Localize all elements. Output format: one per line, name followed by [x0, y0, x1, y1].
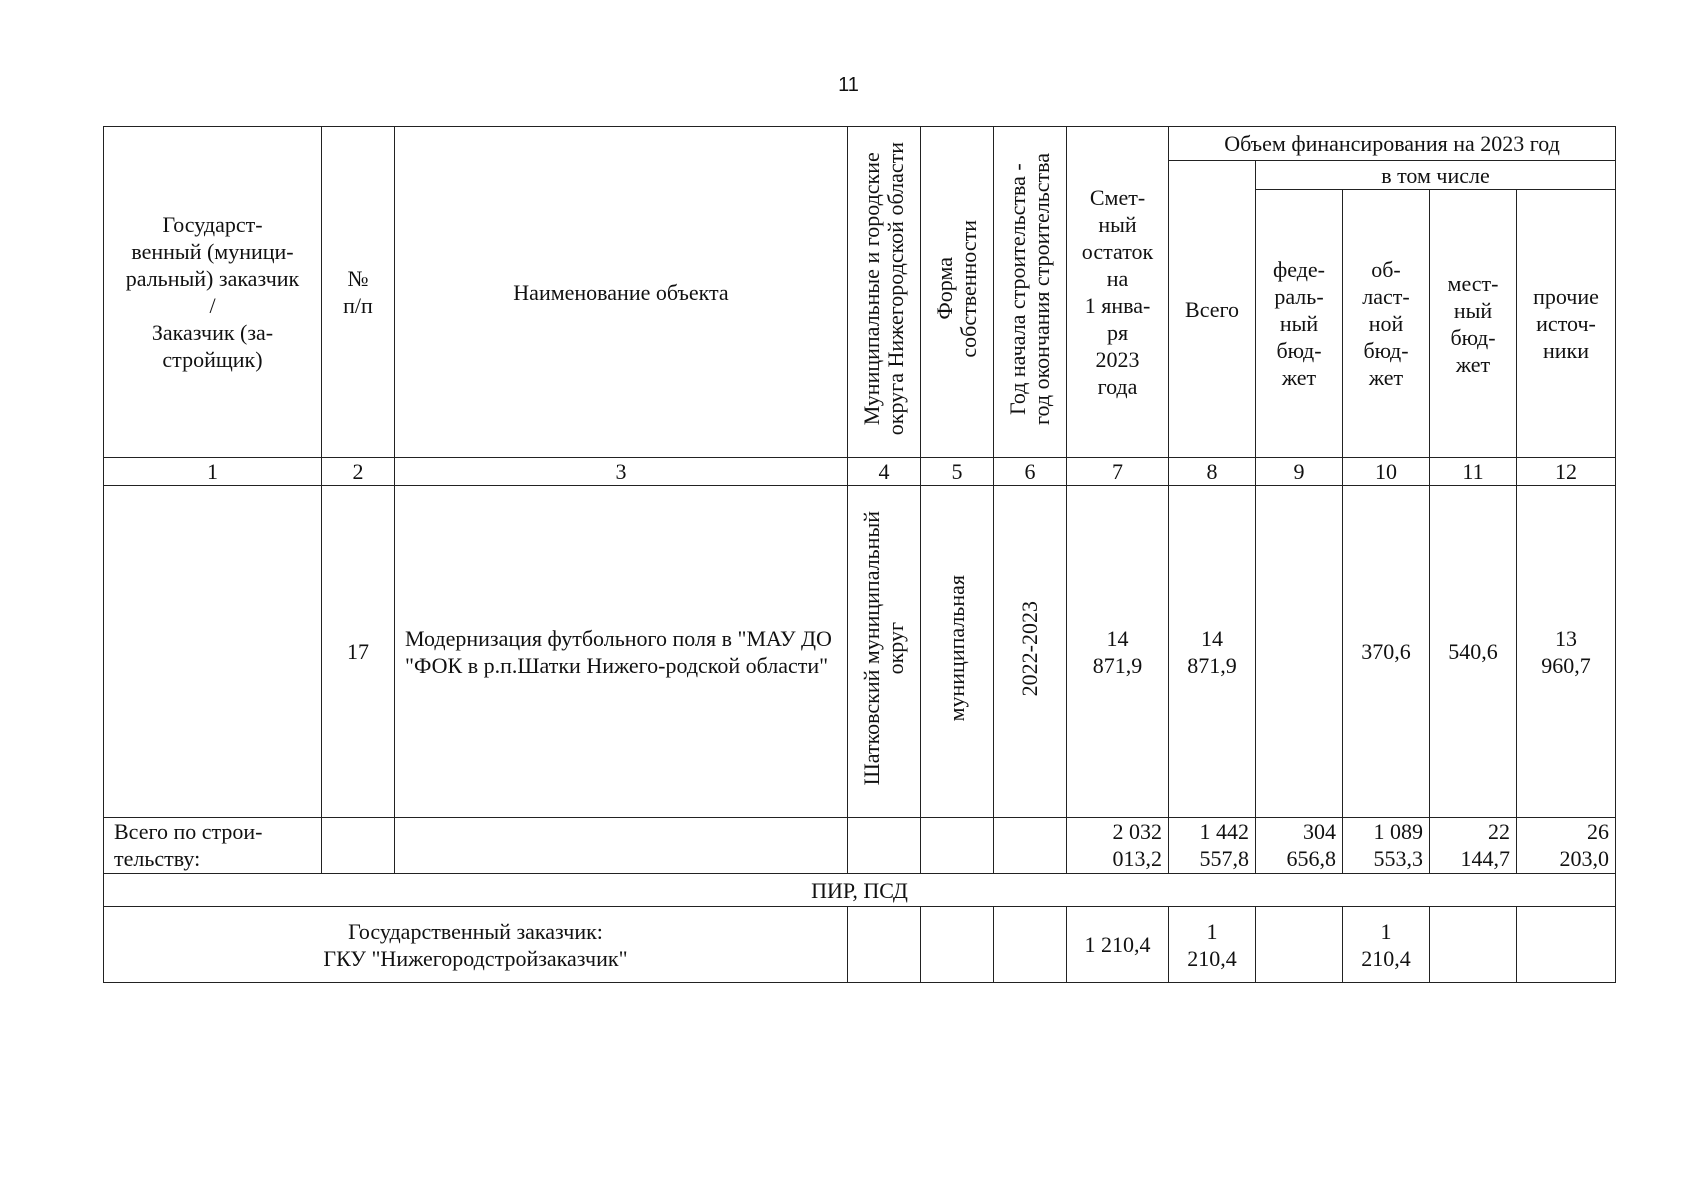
column-number: 8: [1169, 458, 1256, 486]
construction-total-empty: [322, 818, 395, 874]
header-years-text: Год начала строительства - год окончания строительства: [1005, 153, 1054, 425]
header-row-1: [104, 127, 1616, 161]
header-number: № п/п: [322, 127, 395, 458]
row-17-total: 14 871,9: [1169, 486, 1256, 818]
row-17-customer: [104, 486, 322, 818]
page-number: 11: [838, 74, 859, 96]
header-total: Всего: [1169, 161, 1256, 458]
construction-total-local: 22 144,7: [1430, 818, 1517, 874]
section-title: ПИР, ПСД: [104, 874, 1616, 907]
column-number: 12: [1517, 458, 1616, 486]
construction-total-total: 1 442 557,8: [1169, 818, 1256, 874]
state-customer-estimate: 1 210,4: [1067, 907, 1169, 983]
construction-total-estimate: 2 032 013,2: [1067, 818, 1169, 874]
column-number: 10: [1343, 458, 1430, 486]
row-17-federal: [1256, 486, 1343, 818]
construction-total-row: [104, 818, 1616, 874]
row-17-municipality-text: Шатковский муниципальный округ: [859, 511, 908, 786]
state-customer-empty: [1517, 907, 1616, 983]
construction-total-federal: 304 656,8: [1256, 818, 1343, 874]
state-customer-empty: [921, 907, 994, 983]
row-17-years-text: 2022-2023: [1017, 600, 1042, 697]
column-number: 1: [104, 458, 322, 486]
construction-total-empty: [921, 818, 994, 874]
column-number: 2: [322, 458, 395, 486]
column-number: 7: [1067, 458, 1169, 486]
table-row-17: [104, 486, 1616, 818]
section-row: [104, 874, 1616, 907]
header-object-name: Наименование объекта: [395, 127, 848, 458]
row-17-local: 540,6: [1430, 486, 1517, 818]
column-number: 4: [848, 458, 921, 486]
header-regional: об- ласт- ной бюд- жет: [1343, 190, 1430, 458]
header-local: мест- ный бюд- жет: [1430, 190, 1517, 458]
column-number-row: [104, 458, 1616, 486]
header-estimate-remainder: Смет- ный остаток на 1 янва- ря 2023 года: [1067, 127, 1169, 458]
construction-total-other: 26 203,0: [1517, 818, 1616, 874]
row-17-ownership: [921, 486, 994, 818]
state-customer-label: Государственный заказчик: ГКУ "Нижегородстройзаказчик": [104, 907, 848, 983]
column-number: 5: [921, 458, 994, 486]
state-customer-empty: [1430, 907, 1517, 983]
header-municipality-text: Муниципальные и городские округа Нижегородской области: [859, 142, 908, 436]
header-municipality: [848, 127, 921, 458]
header-funding-group: Объем финансирования на 2023 год: [1169, 127, 1616, 161]
header-other: прочие источ- ники: [1517, 190, 1616, 458]
row-17-years: [994, 486, 1067, 818]
header-ownership: [921, 127, 994, 458]
construction-total-empty: [848, 818, 921, 874]
state-customer-row: [104, 907, 1616, 983]
construction-total-empty: [994, 818, 1067, 874]
header-years: [994, 127, 1067, 458]
column-number: 3: [395, 458, 848, 486]
column-number: 9: [1256, 458, 1343, 486]
state-customer-empty: [1256, 907, 1343, 983]
column-number: 11: [1430, 458, 1517, 486]
row-17-estimate-remainder: 14 871,9: [1067, 486, 1169, 818]
row-17-object-name: Модернизация футбольного поля в "МАУ ДО "ФОК в р.п.Шатки Нижего-родской области": [395, 486, 848, 818]
state-customer-regional: 1 210,4: [1343, 907, 1430, 983]
row-17-municipality: [848, 486, 921, 818]
row-17-number: 17: [322, 486, 395, 818]
header-ownership-text: Форма собственности: [932, 220, 981, 358]
column-number: 6: [994, 458, 1067, 486]
header-including: в том числе: [1256, 161, 1616, 190]
header-federal: феде- раль- ный бюд- жет: [1256, 190, 1343, 458]
row-17-other: 13 960,7: [1517, 486, 1616, 818]
state-customer-empty: [848, 907, 921, 983]
header-customer: Государст- венный (муници- pальный) заказчик / Заказчик (за- стройщик): [104, 127, 322, 458]
financing-table: [103, 126, 1616, 983]
construction-total-empty: [395, 818, 848, 874]
row-17-regional: 370,6: [1343, 486, 1430, 818]
construction-total-regional: 1 089 553,3: [1343, 818, 1430, 874]
construction-total-label: Всего по строи- тельству:: [104, 818, 322, 874]
state-customer-empty: [994, 907, 1067, 983]
state-customer-total: 1 210,4: [1169, 907, 1256, 983]
row-17-ownership-text: муниципальная: [944, 575, 969, 722]
